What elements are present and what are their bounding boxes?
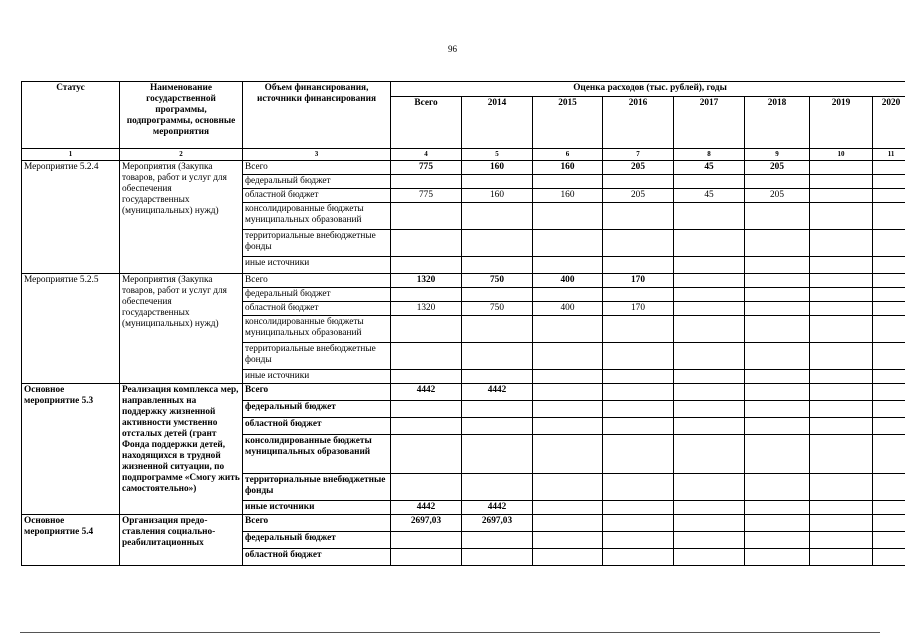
value-cell bbox=[745, 532, 810, 549]
value-cell bbox=[603, 401, 674, 418]
value-cell bbox=[873, 230, 905, 257]
value-cell: 4442 bbox=[391, 384, 462, 401]
value-cell bbox=[391, 175, 462, 189]
value-cell bbox=[745, 230, 810, 257]
value-cell: 170 bbox=[603, 302, 674, 316]
value-cell bbox=[873, 501, 905, 515]
funding-source-cell: иные источники bbox=[243, 257, 391, 274]
value-cell: 1320 bbox=[391, 274, 462, 288]
value-cell bbox=[533, 474, 603, 501]
funding-source-cell: консолидированные бюджеты муниципальных образований bbox=[243, 316, 391, 343]
value-cell bbox=[674, 501, 745, 515]
value-cell: 750 bbox=[462, 302, 533, 316]
column-number: 5 bbox=[462, 149, 533, 161]
value-cell bbox=[603, 288, 674, 302]
value-cell bbox=[533, 230, 603, 257]
value-cell bbox=[603, 316, 674, 343]
header-year: 2017 bbox=[674, 97, 745, 149]
value-cell bbox=[603, 435, 674, 474]
value-cell bbox=[674, 175, 745, 189]
value-cell bbox=[533, 343, 603, 370]
value-cell bbox=[462, 203, 533, 230]
value-cell bbox=[462, 370, 533, 384]
funding-source-cell: иные источники bbox=[243, 501, 391, 515]
value-cell bbox=[462, 316, 533, 343]
program-name-cell: Реализация комплекса мер, направленных на поддержку жизненной активности умственно отсталых детей (грант Фонда поддержки детей, находящихся в трудной жизненной ситуации, по подпрограмме «Смогу жить самостоятельно») bbox=[120, 384, 243, 515]
value-cell bbox=[745, 302, 810, 316]
value-cell bbox=[810, 161, 873, 175]
funding-source-cell: Всего bbox=[243, 384, 391, 401]
header-year: 2015 bbox=[533, 97, 603, 149]
value-cell bbox=[391, 474, 462, 501]
value-cell bbox=[745, 370, 810, 384]
value-cell bbox=[674, 401, 745, 418]
funding-source-cell: иные источники bbox=[243, 370, 391, 384]
value-cell bbox=[745, 401, 810, 418]
value-cell bbox=[391, 401, 462, 418]
value-cell: 1320 bbox=[391, 302, 462, 316]
value-cell: 750 bbox=[462, 274, 533, 288]
value-cell bbox=[810, 549, 873, 566]
value-cell: 4442 bbox=[391, 501, 462, 515]
funding-source-cell: областной бюджет bbox=[243, 189, 391, 203]
value-cell bbox=[391, 230, 462, 257]
value-cell bbox=[391, 257, 462, 274]
value-cell bbox=[873, 274, 905, 288]
value-cell bbox=[810, 370, 873, 384]
value-cell bbox=[745, 501, 810, 515]
value-cell bbox=[745, 384, 810, 401]
funding-source-cell: федеральный бюджет bbox=[243, 288, 391, 302]
value-cell bbox=[391, 435, 462, 474]
value-cell bbox=[810, 274, 873, 288]
value-cell bbox=[391, 203, 462, 230]
header-name: Наименование государственной программы, подпрограммы, основные мероприятия bbox=[120, 82, 243, 149]
value-cell bbox=[873, 175, 905, 189]
header-volume: Объем финансирования, источники финансирования bbox=[243, 82, 391, 149]
value-cell bbox=[745, 474, 810, 501]
value-cell bbox=[674, 549, 745, 566]
header-year: 2018 bbox=[745, 97, 810, 149]
status-cell: Мероприятие 5.2.5 bbox=[22, 274, 120, 384]
value-cell: 400 bbox=[533, 274, 603, 288]
funding-source-cell: Всего bbox=[243, 161, 391, 175]
value-cell bbox=[603, 501, 674, 515]
value-cell bbox=[810, 288, 873, 302]
value-cell bbox=[603, 549, 674, 566]
value-cell bbox=[533, 401, 603, 418]
value-cell bbox=[674, 203, 745, 230]
value-cell: 205 bbox=[603, 161, 674, 175]
header-year: 2016 bbox=[603, 97, 674, 149]
value-cell bbox=[462, 532, 533, 549]
value-cell bbox=[873, 418, 905, 435]
value-cell bbox=[674, 418, 745, 435]
value-cell bbox=[674, 302, 745, 316]
value-cell bbox=[391, 418, 462, 435]
value-cell bbox=[873, 257, 905, 274]
value-cell: 775 bbox=[391, 189, 462, 203]
funding-source-cell: территориальные внебюджетные фонды bbox=[243, 343, 391, 370]
header-year: 2014 bbox=[462, 97, 533, 149]
value-cell: 205 bbox=[745, 189, 810, 203]
funding-source-cell: Всего bbox=[243, 515, 391, 532]
value-cell: 4442 bbox=[462, 384, 533, 401]
value-cell bbox=[533, 175, 603, 189]
column-number: 4 bbox=[391, 149, 462, 161]
value-cell bbox=[873, 549, 905, 566]
value-cell: 205 bbox=[745, 161, 810, 175]
value-cell: 45 bbox=[674, 161, 745, 175]
value-cell bbox=[533, 435, 603, 474]
value-cell bbox=[810, 189, 873, 203]
value-cell bbox=[462, 474, 533, 501]
value-cell: 45 bbox=[674, 189, 745, 203]
value-cell bbox=[391, 343, 462, 370]
value-cell bbox=[603, 343, 674, 370]
value-cell bbox=[873, 532, 905, 549]
value-cell: 160 bbox=[462, 161, 533, 175]
value-cell bbox=[462, 257, 533, 274]
header-year: 2019 bbox=[810, 97, 873, 149]
value-cell bbox=[674, 343, 745, 370]
value-cell bbox=[391, 532, 462, 549]
program-name-cell: Мероприятия (Закупка товаров, работ и услуг для обеспечения государственных (муниципальных) нужд) bbox=[120, 161, 243, 274]
table-row bbox=[22, 384, 905, 401]
value-cell bbox=[745, 418, 810, 435]
column-number: 2 bbox=[120, 149, 243, 161]
table-row bbox=[22, 274, 905, 288]
header-year: Всего bbox=[391, 97, 462, 149]
value-cell bbox=[603, 370, 674, 384]
value-cell bbox=[462, 175, 533, 189]
value-cell bbox=[533, 532, 603, 549]
value-cell: 4442 bbox=[462, 501, 533, 515]
value-cell bbox=[533, 370, 603, 384]
budget-table bbox=[21, 81, 905, 566]
value-cell bbox=[533, 316, 603, 343]
value-cell bbox=[873, 435, 905, 474]
bottom-rule bbox=[20, 632, 880, 633]
value-cell bbox=[810, 343, 873, 370]
value-cell bbox=[462, 418, 533, 435]
table-row bbox=[22, 515, 905, 532]
value-cell bbox=[810, 203, 873, 230]
value-cell bbox=[603, 175, 674, 189]
value-cell bbox=[810, 316, 873, 343]
funding-source-cell: территориальные внебюджетные фонды bbox=[243, 230, 391, 257]
column-number: 11 bbox=[873, 149, 905, 161]
funding-source-cell: федеральный бюджет bbox=[243, 401, 391, 418]
value-cell bbox=[873, 189, 905, 203]
header-year: 2020 bbox=[873, 97, 905, 149]
table-row bbox=[22, 161, 905, 175]
value-cell bbox=[603, 418, 674, 435]
value-cell bbox=[873, 370, 905, 384]
value-cell bbox=[745, 274, 810, 288]
value-cell bbox=[810, 501, 873, 515]
value-cell bbox=[873, 316, 905, 343]
value-cell bbox=[745, 515, 810, 532]
value-cell bbox=[810, 401, 873, 418]
status-cell: Основное мероприятие 5.4 bbox=[22, 515, 120, 566]
value-cell bbox=[462, 549, 533, 566]
header-estimate: Оценка расходов (тыс. рублей), годы bbox=[391, 82, 905, 97]
value-cell bbox=[873, 288, 905, 302]
value-cell bbox=[745, 175, 810, 189]
value-cell bbox=[810, 418, 873, 435]
value-cell bbox=[810, 384, 873, 401]
funding-source-cell: областной бюджет bbox=[243, 418, 391, 435]
program-name-cell: Мероприятия (Закупка товаров, работ и услуг для обеспечения государственных (муниципальных) нужд) bbox=[120, 274, 243, 384]
program-name-cell: Организация предо-ставления социально-реабилитационных bbox=[120, 515, 243, 566]
header-status: Статус bbox=[22, 82, 120, 149]
value-cell bbox=[674, 370, 745, 384]
value-cell bbox=[533, 515, 603, 532]
value-cell bbox=[745, 435, 810, 474]
funding-source-cell: федеральный бюджет bbox=[243, 175, 391, 189]
value-cell: 160 bbox=[533, 189, 603, 203]
funding-source-cell: консолидированные бюджеты муниципальных образований bbox=[243, 203, 391, 230]
value-cell bbox=[674, 435, 745, 474]
value-cell bbox=[533, 257, 603, 274]
funding-source-cell: областной бюджет bbox=[243, 549, 391, 566]
value-cell bbox=[462, 288, 533, 302]
value-cell bbox=[462, 230, 533, 257]
column-number: 7 bbox=[603, 149, 674, 161]
status-cell: Мероприятие 5.2.4 bbox=[22, 161, 120, 274]
value-cell bbox=[533, 549, 603, 566]
column-number: 9 bbox=[745, 149, 810, 161]
value-cell bbox=[873, 474, 905, 501]
value-cell bbox=[603, 230, 674, 257]
value-cell bbox=[873, 302, 905, 316]
value-cell bbox=[391, 316, 462, 343]
value-cell bbox=[674, 230, 745, 257]
value-cell bbox=[603, 515, 674, 532]
column-number: 8 bbox=[674, 149, 745, 161]
value-cell bbox=[873, 203, 905, 230]
value-cell bbox=[745, 203, 810, 230]
value-cell bbox=[462, 343, 533, 370]
value-cell: 775 bbox=[391, 161, 462, 175]
value-cell bbox=[533, 501, 603, 515]
value-cell: 2697,03 bbox=[462, 515, 533, 532]
value-cell bbox=[810, 230, 873, 257]
value-cell bbox=[533, 288, 603, 302]
status-cell: Основное мероприятие 5.3 bbox=[22, 384, 120, 515]
column-number: 6 bbox=[533, 149, 603, 161]
value-cell bbox=[873, 515, 905, 532]
value-cell: 400 bbox=[533, 302, 603, 316]
funding-source-cell: областной бюджет bbox=[243, 302, 391, 316]
value-cell bbox=[391, 370, 462, 384]
value-cell bbox=[603, 257, 674, 274]
value-cell bbox=[810, 175, 873, 189]
value-cell bbox=[603, 474, 674, 501]
value-cell: 205 bbox=[603, 189, 674, 203]
value-cell bbox=[674, 515, 745, 532]
value-cell bbox=[873, 401, 905, 418]
value-cell bbox=[674, 532, 745, 549]
column-number: 3 bbox=[243, 149, 391, 161]
value-cell bbox=[810, 435, 873, 474]
value-cell bbox=[462, 435, 533, 474]
value-cell bbox=[745, 257, 810, 274]
value-cell bbox=[674, 474, 745, 501]
value-cell bbox=[462, 401, 533, 418]
value-cell bbox=[873, 384, 905, 401]
value-cell bbox=[873, 161, 905, 175]
value-cell bbox=[873, 343, 905, 370]
value-cell bbox=[603, 384, 674, 401]
value-cell bbox=[391, 549, 462, 566]
value-cell bbox=[533, 418, 603, 435]
value-cell bbox=[810, 257, 873, 274]
value-cell bbox=[745, 316, 810, 343]
value-cell bbox=[810, 474, 873, 501]
value-cell: 2697,03 bbox=[391, 515, 462, 532]
funding-source-cell: территориальные внебюджетные фонды bbox=[243, 474, 391, 501]
value-cell bbox=[603, 532, 674, 549]
value-cell bbox=[391, 288, 462, 302]
value-cell bbox=[745, 549, 810, 566]
value-cell bbox=[810, 302, 873, 316]
value-cell bbox=[533, 203, 603, 230]
value-cell bbox=[674, 384, 745, 401]
value-cell bbox=[745, 288, 810, 302]
value-cell bbox=[810, 515, 873, 532]
page-number: 96 bbox=[448, 44, 457, 54]
value-cell bbox=[674, 274, 745, 288]
funding-source-cell: консолидированные бюджеты муниципальных образований bbox=[243, 435, 391, 474]
value-cell bbox=[810, 532, 873, 549]
value-cell bbox=[533, 384, 603, 401]
value-cell bbox=[674, 257, 745, 274]
value-cell bbox=[674, 288, 745, 302]
column-number: 1 bbox=[22, 149, 120, 161]
funding-source-cell: Всего bbox=[243, 274, 391, 288]
column-number: 10 bbox=[810, 149, 873, 161]
value-cell: 160 bbox=[533, 161, 603, 175]
value-cell bbox=[674, 316, 745, 343]
value-cell: 170 bbox=[603, 274, 674, 288]
funding-source-cell: федеральный бюджет bbox=[243, 532, 391, 549]
value-cell bbox=[603, 203, 674, 230]
value-cell: 160 bbox=[462, 189, 533, 203]
value-cell bbox=[745, 343, 810, 370]
